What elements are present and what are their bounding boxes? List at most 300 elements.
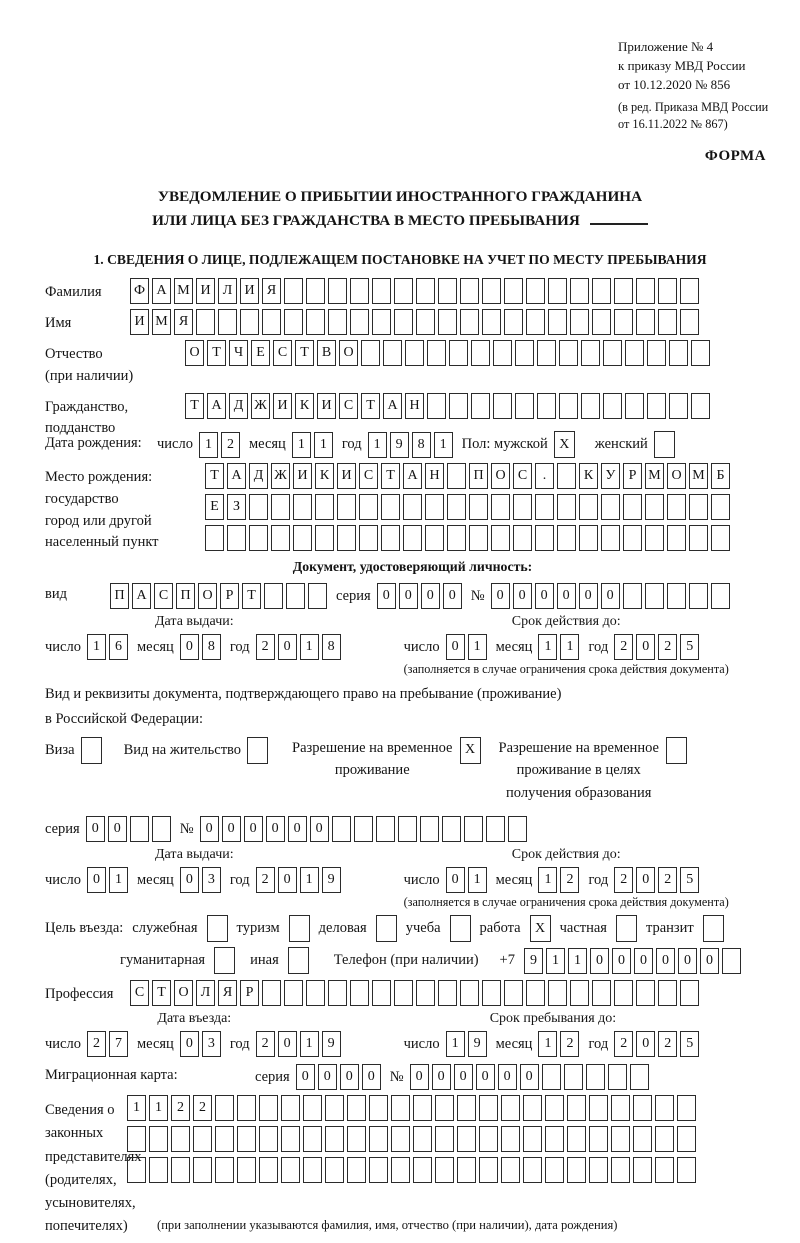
char-cell[interactable]	[570, 278, 589, 304]
char-cell[interactable]	[545, 1126, 564, 1152]
char-cell[interactable]	[460, 980, 479, 1006]
char-cell[interactable]: 0	[421, 583, 440, 609]
char-cell[interactable]	[482, 309, 501, 335]
char-cell[interactable]: 1	[568, 948, 587, 974]
char-cell[interactable]	[535, 494, 554, 520]
char-cell[interactable]	[372, 309, 391, 335]
char-cell[interactable]	[259, 1095, 278, 1121]
char-cell[interactable]	[633, 1126, 652, 1152]
char-cell[interactable]	[592, 309, 611, 335]
char-cell[interactable]	[680, 980, 699, 1006]
char-cell[interactable]	[215, 1157, 234, 1183]
representatives-cells-2[interactable]	[127, 1126, 699, 1152]
char-cell[interactable]	[523, 1157, 542, 1183]
char-cell[interactable]	[460, 278, 479, 304]
char-cell[interactable]	[350, 980, 369, 1006]
char-cell[interactable]: 0	[180, 1031, 199, 1057]
char-cell[interactable]	[537, 393, 556, 419]
char-cell[interactable]	[286, 583, 305, 609]
char-cell[interactable]	[501, 1095, 520, 1121]
char-cell[interactable]: 0	[278, 1031, 297, 1057]
char-cell[interactable]	[391, 1126, 410, 1152]
char-cell[interactable]: 0	[278, 867, 297, 893]
char-cell[interactable]: 0	[634, 948, 653, 974]
char-cell[interactable]: 0	[86, 816, 105, 842]
char-cell[interactable]	[579, 494, 598, 520]
char-cell[interactable]: 2	[614, 867, 633, 893]
char-cell[interactable]: 0	[498, 1064, 517, 1090]
char-cell[interactable]: 0	[410, 1064, 429, 1090]
birth-month-cells[interactable]	[292, 432, 336, 458]
char-cell[interactable]: О	[667, 463, 686, 489]
char-cell[interactable]	[691, 340, 710, 366]
char-cell[interactable]	[559, 393, 578, 419]
char-cell[interactable]: 0	[520, 1064, 539, 1090]
char-cell[interactable]	[332, 816, 351, 842]
representatives-cells-3[interactable]	[127, 1157, 699, 1183]
char-cell[interactable]	[677, 1095, 696, 1121]
char-cell[interactable]: 8	[412, 432, 431, 458]
char-cell[interactable]: 0	[636, 1031, 655, 1057]
char-cell[interactable]: 2	[658, 867, 677, 893]
char-cell[interactable]	[403, 525, 422, 551]
char-cell[interactable]	[515, 393, 534, 419]
char-cell[interactable]	[493, 393, 512, 419]
char-cell[interactable]	[559, 340, 578, 366]
char-cell[interactable]	[601, 525, 620, 551]
char-cell[interactable]	[457, 1126, 476, 1152]
char-cell[interactable]	[372, 980, 391, 1006]
char-cell[interactable]: 0	[222, 816, 241, 842]
char-cell[interactable]	[508, 816, 527, 842]
phone-cells[interactable]	[524, 948, 744, 974]
char-cell[interactable]	[293, 525, 312, 551]
char-cell[interactable]: Л	[196, 980, 215, 1006]
purpose-turizm-checkbox[interactable]	[289, 915, 310, 942]
char-cell[interactable]	[303, 1157, 322, 1183]
char-cell[interactable]	[501, 1126, 520, 1152]
char-cell[interactable]	[581, 393, 600, 419]
char-cell[interactable]	[281, 1095, 300, 1121]
char-cell[interactable]	[449, 340, 468, 366]
temp-permit-edu-checkbox[interactable]	[666, 737, 687, 764]
char-cell[interactable]: 1	[468, 867, 487, 893]
permit-seriya-cells[interactable]	[86, 816, 174, 842]
char-cell[interactable]: 2	[256, 867, 275, 893]
char-cell[interactable]: 2	[256, 1031, 275, 1057]
char-cell[interactable]: 0	[278, 634, 297, 660]
char-cell[interactable]	[469, 525, 488, 551]
char-cell[interactable]	[447, 463, 466, 489]
char-cell[interactable]	[586, 1064, 605, 1090]
char-cell[interactable]: И	[337, 463, 356, 489]
char-cell[interactable]: А	[152, 278, 171, 304]
char-cell[interactable]	[557, 463, 576, 489]
char-cell[interactable]: 1	[560, 634, 579, 660]
char-cell[interactable]	[425, 525, 444, 551]
char-cell[interactable]	[667, 583, 686, 609]
char-cell[interactable]	[581, 340, 600, 366]
char-cell[interactable]	[469, 494, 488, 520]
char-cell[interactable]	[526, 980, 545, 1006]
char-cell[interactable]	[614, 980, 633, 1006]
char-cell[interactable]	[328, 980, 347, 1006]
birth-year-cells[interactable]	[368, 432, 456, 458]
char-cell[interactable]	[611, 1126, 630, 1152]
char-cell[interactable]	[623, 525, 642, 551]
char-cell[interactable]	[513, 494, 532, 520]
char-cell[interactable]: 0	[310, 816, 329, 842]
birth-day-cells[interactable]	[199, 432, 243, 458]
char-cell[interactable]: А	[227, 463, 246, 489]
char-cell[interactable]: 5	[680, 1031, 699, 1057]
char-cell[interactable]: Ж	[251, 393, 270, 419]
char-cell[interactable]	[416, 980, 435, 1006]
char-cell[interactable]	[303, 1126, 322, 1152]
char-cell[interactable]	[486, 816, 505, 842]
birthplace-cells-2[interactable]	[205, 494, 733, 520]
char-cell[interactable]: 1	[300, 1031, 319, 1057]
patronymic-cells[interactable]	[185, 340, 713, 366]
char-cell[interactable]	[227, 525, 246, 551]
permit-issue-day[interactable]	[87, 867, 131, 893]
char-cell[interactable]: 0	[590, 948, 609, 974]
char-cell[interactable]	[264, 583, 283, 609]
char-cell[interactable]	[308, 583, 327, 609]
char-cell[interactable]	[633, 1157, 652, 1183]
char-cell[interactable]: М	[689, 463, 708, 489]
char-cell[interactable]	[460, 309, 479, 335]
char-cell[interactable]	[630, 1064, 649, 1090]
char-cell[interactable]	[369, 1157, 388, 1183]
char-cell[interactable]	[523, 1126, 542, 1152]
char-cell[interactable]	[281, 1157, 300, 1183]
char-cell[interactable]	[636, 980, 655, 1006]
char-cell[interactable]	[381, 494, 400, 520]
char-cell[interactable]: 2	[193, 1095, 212, 1121]
char-cell[interactable]: 2	[614, 1031, 633, 1057]
migcard-seriya-cells[interactable]	[296, 1064, 384, 1090]
char-cell[interactable]: А	[132, 583, 151, 609]
char-cell[interactable]: 0	[443, 583, 462, 609]
char-cell[interactable]	[645, 583, 664, 609]
char-cell[interactable]	[592, 980, 611, 1006]
char-cell[interactable]: 9	[524, 948, 543, 974]
char-cell[interactable]: 0	[557, 583, 576, 609]
char-cell[interactable]	[193, 1126, 212, 1152]
char-cell[interactable]	[438, 309, 457, 335]
char-cell[interactable]	[535, 525, 554, 551]
char-cell[interactable]: К	[295, 393, 314, 419]
char-cell[interactable]	[633, 1095, 652, 1121]
char-cell[interactable]	[513, 525, 532, 551]
char-cell[interactable]	[394, 278, 413, 304]
char-cell[interactable]: 2	[614, 634, 633, 660]
char-cell[interactable]	[557, 494, 576, 520]
char-cell[interactable]	[249, 525, 268, 551]
char-cell[interactable]: 0	[454, 1064, 473, 1090]
char-cell[interactable]: 0	[288, 816, 307, 842]
char-cell[interactable]: 2	[87, 1031, 106, 1057]
char-cell[interactable]: 5	[680, 867, 699, 893]
char-cell[interactable]	[442, 816, 461, 842]
char-cell[interactable]: С	[273, 340, 292, 366]
char-cell[interactable]	[471, 340, 490, 366]
char-cell[interactable]: 0	[377, 583, 396, 609]
char-cell[interactable]: И	[293, 463, 312, 489]
char-cell[interactable]	[608, 1064, 627, 1090]
char-cell[interactable]	[636, 278, 655, 304]
char-cell[interactable]	[435, 1095, 454, 1121]
char-cell[interactable]	[259, 1126, 278, 1152]
char-cell[interactable]	[249, 494, 268, 520]
char-cell[interactable]: Т	[295, 340, 314, 366]
char-cell[interactable]	[579, 525, 598, 551]
char-cell[interactable]	[447, 494, 466, 520]
char-cell[interactable]	[501, 1157, 520, 1183]
char-cell[interactable]	[722, 948, 741, 974]
char-cell[interactable]: Е	[251, 340, 270, 366]
char-cell[interactable]: 0	[476, 1064, 495, 1090]
char-cell[interactable]	[416, 278, 435, 304]
char-cell[interactable]	[350, 309, 369, 335]
char-cell[interactable]: 0	[446, 634, 465, 660]
char-cell[interactable]: С	[359, 463, 378, 489]
char-cell[interactable]	[337, 494, 356, 520]
char-cell[interactable]: 0	[200, 816, 219, 842]
char-cell[interactable]	[680, 309, 699, 335]
char-cell[interactable]	[526, 309, 545, 335]
char-cell[interactable]: 0	[432, 1064, 451, 1090]
birthplace-cells-3[interactable]	[205, 525, 733, 551]
char-cell[interactable]	[413, 1095, 432, 1121]
char-cell[interactable]	[491, 494, 510, 520]
char-cell[interactable]	[271, 494, 290, 520]
char-cell[interactable]	[589, 1157, 608, 1183]
char-cell[interactable]: 2	[221, 432, 240, 458]
purpose-ucheba-checkbox[interactable]	[450, 915, 471, 942]
char-cell[interactable]	[262, 309, 281, 335]
char-cell[interactable]	[215, 1095, 234, 1121]
char-cell[interactable]	[689, 525, 708, 551]
doc-number-cells[interactable]	[491, 583, 733, 609]
char-cell[interactable]: М	[152, 309, 171, 335]
char-cell[interactable]	[589, 1126, 608, 1152]
purpose-sluzhebnaya-checkbox[interactable]	[207, 915, 228, 942]
char-cell[interactable]: С	[130, 980, 149, 1006]
char-cell[interactable]: О	[174, 980, 193, 1006]
char-cell[interactable]: 0	[491, 583, 510, 609]
char-cell[interactable]: 1	[109, 867, 128, 893]
char-cell[interactable]	[667, 494, 686, 520]
char-cell[interactable]	[262, 980, 281, 1006]
char-cell[interactable]	[293, 494, 312, 520]
char-cell[interactable]	[570, 309, 589, 335]
char-cell[interactable]	[647, 393, 666, 419]
char-cell[interactable]: И	[196, 278, 215, 304]
entry-day[interactable]	[87, 1031, 131, 1057]
doc-issue-day[interactable]	[87, 634, 131, 660]
char-cell[interactable]	[482, 980, 501, 1006]
char-cell[interactable]: Я	[218, 980, 237, 1006]
char-cell[interactable]	[271, 525, 290, 551]
char-cell[interactable]	[655, 1126, 674, 1152]
char-cell[interactable]	[457, 1095, 476, 1121]
char-cell[interactable]	[447, 525, 466, 551]
char-cell[interactable]	[655, 1095, 674, 1121]
char-cell[interactable]	[711, 525, 730, 551]
char-cell[interactable]	[471, 393, 490, 419]
char-cell[interactable]: 1	[538, 867, 557, 893]
char-cell[interactable]	[625, 340, 644, 366]
char-cell[interactable]	[491, 525, 510, 551]
char-cell[interactable]: А	[383, 393, 402, 419]
char-cell[interactable]: Т	[381, 463, 400, 489]
char-cell[interactable]	[611, 1095, 630, 1121]
char-cell[interactable]: И	[130, 309, 149, 335]
char-cell[interactable]	[548, 278, 567, 304]
purpose-inaya-checkbox[interactable]	[288, 947, 309, 974]
char-cell[interactable]: Д	[229, 393, 248, 419]
sex-male-checkbox[interactable]: X	[554, 431, 575, 458]
char-cell[interactable]: 0	[180, 867, 199, 893]
char-cell[interactable]: П	[469, 463, 488, 489]
char-cell[interactable]: Т	[205, 463, 224, 489]
char-cell[interactable]	[457, 1157, 476, 1183]
char-cell[interactable]: 1	[468, 634, 487, 660]
char-cell[interactable]	[645, 494, 664, 520]
char-cell[interactable]	[149, 1157, 168, 1183]
char-cell[interactable]	[259, 1157, 278, 1183]
char-cell[interactable]	[669, 340, 688, 366]
residence-permit-checkbox[interactable]	[247, 737, 268, 764]
char-cell[interactable]	[564, 1064, 583, 1090]
char-cell[interactable]: З	[227, 494, 246, 520]
stay-year[interactable]	[614, 1031, 702, 1057]
char-cell[interactable]	[625, 393, 644, 419]
char-cell[interactable]	[403, 494, 422, 520]
char-cell[interactable]	[570, 980, 589, 1006]
char-cell[interactable]	[623, 583, 642, 609]
char-cell[interactable]	[281, 1126, 300, 1152]
permit-expiry-month[interactable]	[538, 867, 582, 893]
char-cell[interactable]	[645, 525, 664, 551]
char-cell[interactable]: 2	[256, 634, 275, 660]
char-cell[interactable]	[545, 1157, 564, 1183]
char-cell[interactable]: 5	[680, 634, 699, 660]
char-cell[interactable]	[284, 980, 303, 1006]
char-cell[interactable]	[449, 393, 468, 419]
char-cell[interactable]: 0	[700, 948, 719, 974]
char-cell[interactable]: В	[317, 340, 336, 366]
char-cell[interactable]	[361, 340, 380, 366]
char-cell[interactable]	[376, 816, 395, 842]
visa-checkbox[interactable]	[81, 737, 102, 764]
char-cell[interactable]	[711, 583, 730, 609]
permit-issue-month[interactable]	[180, 867, 224, 893]
char-cell[interactable]	[526, 278, 545, 304]
char-cell[interactable]	[658, 278, 677, 304]
char-cell[interactable]: 0	[535, 583, 554, 609]
char-cell[interactable]: Т	[207, 340, 226, 366]
char-cell[interactable]: Ф	[130, 278, 149, 304]
char-cell[interactable]	[669, 393, 688, 419]
profession-cells[interactable]	[130, 980, 702, 1006]
char-cell[interactable]: Р	[220, 583, 239, 609]
char-cell[interactable]: Т	[185, 393, 204, 419]
char-cell[interactable]	[504, 980, 523, 1006]
char-cell[interactable]	[658, 309, 677, 335]
doc-kind-cells[interactable]	[110, 583, 330, 609]
char-cell[interactable]: 9	[390, 432, 409, 458]
char-cell[interactable]: 0	[446, 867, 465, 893]
char-cell[interactable]	[218, 309, 237, 335]
char-cell[interactable]	[359, 525, 378, 551]
char-cell[interactable]: Т	[242, 583, 261, 609]
char-cell[interactable]: Т	[361, 393, 380, 419]
char-cell[interactable]: П	[176, 583, 195, 609]
char-cell[interactable]	[592, 278, 611, 304]
char-cell[interactable]	[548, 309, 567, 335]
char-cell[interactable]	[284, 278, 303, 304]
char-cell[interactable]: Ч	[229, 340, 248, 366]
char-cell[interactable]: 0	[296, 1064, 315, 1090]
purpose-rabota-checkbox[interactable]: X	[530, 915, 551, 942]
char-cell[interactable]: .	[535, 463, 554, 489]
char-cell[interactable]	[347, 1126, 366, 1152]
citizenship-cells[interactable]	[185, 393, 713, 419]
char-cell[interactable]	[435, 1126, 454, 1152]
char-cell[interactable]	[205, 525, 224, 551]
char-cell[interactable]	[328, 309, 347, 335]
char-cell[interactable]: Т	[152, 980, 171, 1006]
char-cell[interactable]	[479, 1126, 498, 1152]
char-cell[interactable]	[394, 309, 413, 335]
char-cell[interactable]	[391, 1157, 410, 1183]
char-cell[interactable]	[149, 1126, 168, 1152]
char-cell[interactable]: Н	[425, 463, 444, 489]
char-cell[interactable]: 0	[612, 948, 631, 974]
doc-issue-month[interactable]	[180, 634, 224, 660]
char-cell[interactable]: 2	[658, 634, 677, 660]
char-cell[interactable]: 0	[636, 634, 655, 660]
char-cell[interactable]	[711, 494, 730, 520]
char-cell[interactable]	[127, 1157, 146, 1183]
char-cell[interactable]: 8	[322, 634, 341, 660]
char-cell[interactable]	[325, 1095, 344, 1121]
char-cell[interactable]	[328, 278, 347, 304]
char-cell[interactable]	[636, 309, 655, 335]
char-cell[interactable]: 1	[546, 948, 565, 974]
char-cell[interactable]: 0	[266, 816, 285, 842]
char-cell[interactable]	[237, 1095, 256, 1121]
temp-permit-checkbox[interactable]: X	[460, 737, 481, 764]
char-cell[interactable]	[603, 340, 622, 366]
char-cell[interactable]	[689, 583, 708, 609]
stay-month[interactable]	[538, 1031, 582, 1057]
char-cell[interactable]	[464, 816, 483, 842]
char-cell[interactable]	[347, 1095, 366, 1121]
char-cell[interactable]	[542, 1064, 561, 1090]
char-cell[interactable]: 1	[538, 1031, 557, 1057]
permit-number-cells[interactable]	[200, 816, 530, 842]
char-cell[interactable]: 1	[292, 432, 311, 458]
char-cell[interactable]: 2	[560, 1031, 579, 1057]
char-cell[interactable]	[193, 1157, 212, 1183]
char-cell[interactable]: Я	[174, 309, 193, 335]
char-cell[interactable]	[557, 525, 576, 551]
char-cell[interactable]: Н	[405, 393, 424, 419]
